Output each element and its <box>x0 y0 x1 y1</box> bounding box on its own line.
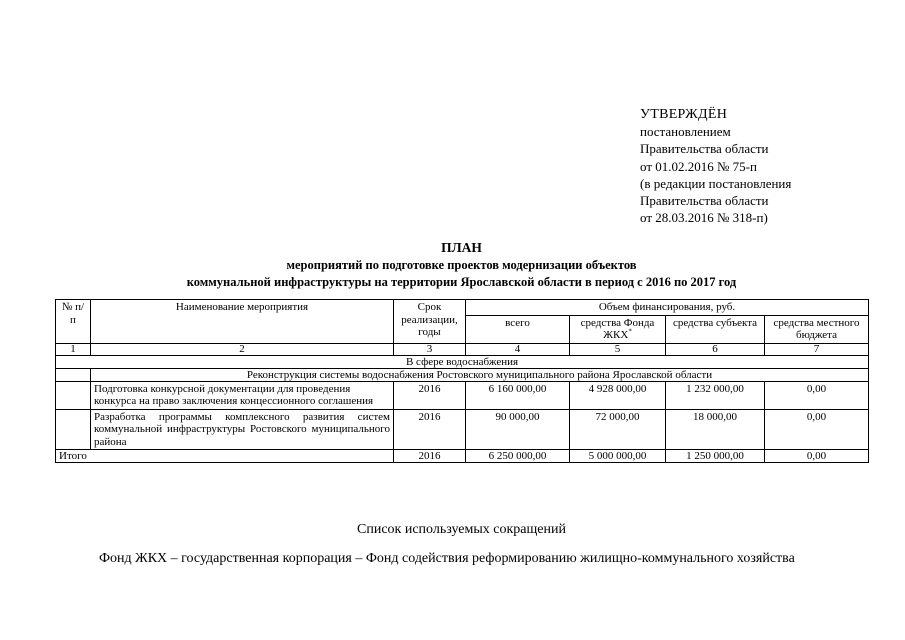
approval-line: Правительства области <box>640 193 769 209</box>
abbreviations-text: Фонд ЖКХ – государственная корпорация – Фонд содействия реформированию жилищно-коммунального хозяйства <box>99 551 795 566</box>
row-name: Разработка программы комплексного развития систем коммунальной инфраструктуры Ростовского муниципального района <box>91 409 394 450</box>
row-year: 2016 <box>394 381 466 409</box>
section-row <box>56 355 869 368</box>
total-year: 2016 <box>394 450 466 463</box>
column-number: 5 <box>570 343 666 355</box>
total-label: Итого <box>56 450 394 463</box>
abbreviations-heading: Список используемых сокращений <box>357 522 566 537</box>
total-fund: 5 000 000,00 <box>570 450 666 463</box>
document-title: ПЛАН <box>441 240 482 255</box>
header-subject: средства субъекта <box>666 315 765 343</box>
column-number-row <box>56 343 869 355</box>
row-total: 6 160 000,00 <box>466 381 570 409</box>
table-row <box>56 409 869 450</box>
column-number: 2 <box>91 343 394 355</box>
approval-line: (в редакции постановления <box>640 175 792 191</box>
row-subject: 1 232 000,00 <box>666 381 765 409</box>
table-row <box>56 381 869 409</box>
header-fund-label: средства Фонда ЖКХ <box>580 316 655 341</box>
approval-line: от 01.02.2016 № 75-п <box>640 158 757 174</box>
approval-line: постановлением <box>640 124 731 140</box>
row-local: 0,00 <box>765 381 869 409</box>
column-number: 6 <box>666 343 765 355</box>
header-local: средства местного бюджета <box>765 315 869 343</box>
header-funding: Объем финансирования, руб. <box>466 300 869 316</box>
subsection-title: Реконструкция системы водоснабжения Ростовского муниципального района Ярославской области <box>91 368 869 381</box>
column-number: 7 <box>765 343 869 355</box>
header-name: Наименование мероприятия <box>91 300 394 344</box>
row-subject: 18 000,00 <box>666 409 765 450</box>
header-num: № п/п <box>56 300 91 344</box>
table-cell-empty <box>56 368 91 381</box>
row-fund: 4 928 000,00 <box>570 381 666 409</box>
header-total: всего <box>466 315 570 343</box>
approval-line: Правительства области <box>640 141 769 157</box>
approval-block <box>640 106 791 226</box>
column-number: 1 <box>56 343 91 355</box>
row-num <box>56 381 91 409</box>
row-local: 0,00 <box>765 409 869 450</box>
document-subtitle-2: коммунальной инфраструктуры на территории Ярославской области в период с 2016 по 2017 год <box>186 275 737 289</box>
row-num <box>56 409 91 450</box>
column-number: 4 <box>466 343 570 355</box>
row-total: 90 000,00 <box>466 409 570 450</box>
row-name: Подготовка конкурсной документации для проведения конкурса на право заключения концессионного соглашения <box>91 381 394 409</box>
plan-table <box>55 299 869 463</box>
total-local: 0,00 <box>765 450 869 463</box>
row-year: 2016 <box>394 409 466 450</box>
footnote-mark: * <box>628 327 632 336</box>
subsection-row <box>56 368 869 381</box>
total-row <box>56 450 869 463</box>
row-fund: 72 000,00 <box>570 409 666 450</box>
approval-line: от 28.03.2016 № 318-п) <box>640 210 768 226</box>
header-fund <box>570 315 666 343</box>
total-sum: 6 250 000,00 <box>466 450 570 463</box>
total-subject: 1 250 000,00 <box>666 450 765 463</box>
approval-heading: УТВЕРЖДЁН <box>640 107 728 122</box>
column-number: 3 <box>394 343 466 355</box>
document-subtitle: мероприятий по подготовке проектов модернизации объектов <box>286 258 637 272</box>
section-title: В сфере водоснабжения <box>56 355 869 368</box>
header-term: Срок реализации, годы <box>394 300 466 344</box>
header-row <box>56 300 869 316</box>
